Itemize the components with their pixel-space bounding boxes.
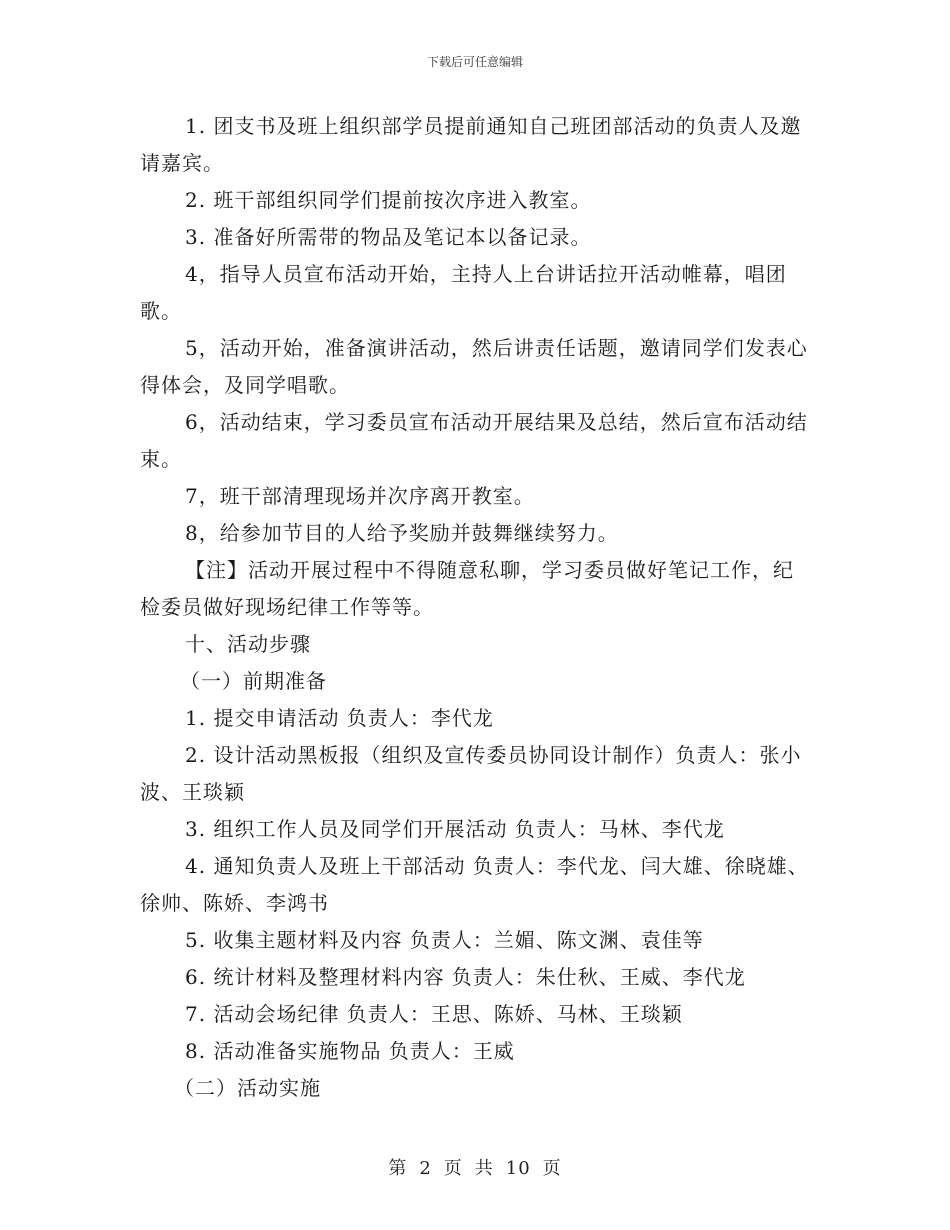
footer-prefix: 第 bbox=[388, 1158, 408, 1179]
paragraph: 4，指导人员宣布活动开始，主持人上台讲话拉开活动帷幕，唱团歌。 bbox=[140, 262, 787, 323]
subsection-heading: （二）活动实施 bbox=[174, 1076, 321, 1100]
paragraph: 3. 准备好所需带的物品及笔记本以备记录。 bbox=[185, 225, 592, 249]
list-item: 4. 通知负责人及班上干部活动 负责人：李代龙、闫大雄、徐晓雄、徐帅、陈娇、李鸿书 bbox=[140, 854, 809, 915]
paragraph: 6，活动结束，学习委员宣布活动开展结果及总结，然后宣布活动结束。 bbox=[140, 410, 808, 471]
list-item: 8. 活动准备实施物品 负责人：王威 bbox=[185, 1039, 515, 1063]
paragraph: 7，班干部清理现场并次序离开教室。 bbox=[185, 484, 535, 508]
page-footer bbox=[0, 1154, 950, 1180]
paragraph: 2. 班干部组织同学们提前按次序进入教室。 bbox=[185, 188, 592, 212]
paragraph: 5，活动开始，准备演讲活动，然后讲责任话题，邀请同学们发表心得体会，及同学唱歌。 bbox=[140, 336, 808, 397]
paragraph: 8，给参加节目的人给予奖励并鼓舞继续努力。 bbox=[185, 521, 619, 545]
footer-page-label: 页 bbox=[443, 1158, 463, 1179]
list-item: 6. 统计材料及整理材料内容 负责人：朱仕秋、王威、李代龙 bbox=[185, 965, 746, 989]
list-item: 2. 设计活动黑板报（组织及宣传委员协同设计制作）负责人：张小波、王琰颖 bbox=[140, 743, 802, 804]
footer-total-label: 共 bbox=[474, 1158, 494, 1179]
note-paragraph: 【注】活动开展过程中不得随意私聊，学习委员做好笔记工作，纪检委员做好现场纪律工作等等。 bbox=[140, 558, 794, 619]
footer-suffix: 页 bbox=[542, 1158, 562, 1179]
list-item: 3. 组织工作人员及同学们开展活动 负责人：马林、李代龙 bbox=[185, 817, 725, 841]
page-header: 下载后可任意编辑 bbox=[426, 55, 523, 69]
list-item: 1. 提交申请活动 负责人：李代龙 bbox=[185, 706, 494, 730]
section-heading: 十、活动步骤 bbox=[185, 632, 311, 656]
document-body bbox=[140, 108, 812, 1107]
subsection-heading: （一）前期准备 bbox=[180, 669, 327, 693]
list-item: 5. 收集主题材料及内容 负责人：兰媚、陈文渊、袁佳等 bbox=[185, 928, 704, 952]
footer-total-pages: 10 bbox=[505, 1158, 531, 1179]
footer-page-number: 2 bbox=[419, 1158, 432, 1179]
list-item: 7. 活动会场纪律 负责人：王思、陈娇、马林、王琰颖 bbox=[185, 1002, 683, 1026]
paragraph: 1. 团支书及班上组织部学员提前通知自己班团部活动的负责人及邀请嘉宾。 bbox=[140, 114, 802, 175]
